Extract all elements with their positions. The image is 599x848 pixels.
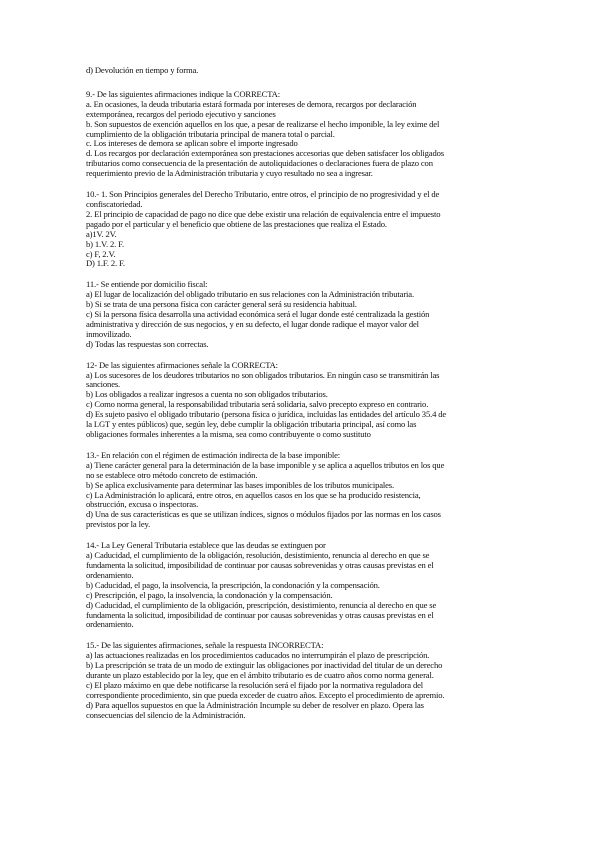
text-line: pagado por el particular y el beneficio que obtiene de las prestaciones que realiza el Estado. bbox=[86, 218, 387, 229]
question-heading: 15.- De las siguientes afirmaciones, señale la respuesta INCORRECTA: bbox=[86, 640, 324, 651]
text-line: d) Una de sus características es que se utilizan índices, signos o módulos fijados por las normas en los casos bbox=[86, 509, 441, 520]
text-line: a) Caducidad, el cumplimiento de la obligación, resolución, desistimiento, renuncia al derecho en que se bbox=[86, 550, 430, 561]
text-line: b) La prescripción se trata de un modo de extinguir las obligaciones por inactividad del titular de un derecho bbox=[86, 660, 443, 671]
text-line: d) Caducidad, el cumplimiento de la obligación, prescripción, desistimiento, renuncia al derecho en que se bbox=[86, 599, 437, 610]
question-block bbox=[86, 641, 516, 720]
text-line: b) Los obligados a realizar ingresos a cuenta no son obligados tributarios. bbox=[86, 389, 328, 400]
text-line: a) las actuaciones realizadas en los procedimientos caducados no interrumpirán el plazo de prescripción. bbox=[86, 650, 430, 661]
text-line: previstos por la ley. bbox=[86, 519, 151, 530]
text-line: la LGT y entes públicos) que, según ley, debe cumplir la obligación tributaria principal, así como las bbox=[86, 419, 417, 430]
text-line: c) La Administración lo aplicará, entre otros, en aquellos casos en los que se ha producido resistencia, bbox=[86, 489, 421, 500]
text-line: c) F, 2.V. bbox=[86, 248, 116, 259]
text-line: a) El lugar de localización del obligado tributario en sus relaciones con la Administración tributaria. bbox=[86, 289, 414, 300]
text-line: cumplimiento de la obligación tributaria principal de manera total o parcial. bbox=[86, 128, 335, 139]
question-heading: 11.- Se entiende por domicilio fiscal: bbox=[86, 279, 208, 290]
question-block bbox=[86, 280, 516, 349]
question-block bbox=[86, 451, 516, 530]
text-line: consecuencias del silencio de la Administración. bbox=[86, 709, 246, 720]
document-page bbox=[86, 66, 516, 721]
text-line: a) Los sucesores de los deudores tributarios no son obligados tributarios. En ningún caso se transmitirán las bbox=[86, 369, 440, 380]
text-line: administrativa y dirección de sus negocios, y en su defecto, el lugar donde radique el mayor valor del bbox=[86, 318, 419, 329]
text-line: sanciones. bbox=[86, 379, 121, 390]
text-line: D) 1.F. 2. F. bbox=[86, 258, 125, 269]
text-line: fundamenta la solicitud, imposibilidad de continuar por causas sobrevenidas y otras causas previstas en el bbox=[86, 559, 434, 570]
question-block bbox=[86, 541, 516, 630]
text-line: d) Para aquellos supuestos en que la Administración Incumple su deber de resolver en plazo. Opera las bbox=[86, 699, 424, 710]
text-line: b) 1.V. 2. F. bbox=[86, 238, 125, 249]
text-line: a)1V. 2V. bbox=[86, 228, 117, 239]
text-line: extemporánea, recargos del periodo ejecutivo y sanciones bbox=[86, 108, 276, 119]
question-heading: 13.- En relación con el régimen de estimación indirecta de la base imponible: bbox=[86, 449, 341, 460]
text-line: d) Es sujeto pasivo el obligado tributario (persona física o jurídica, incluidas las entidades del artículo 35.4 de bbox=[86, 409, 447, 420]
text-line: requerimiento previo de la Administración tributaria y cuyo resultado no sea a ingresar. bbox=[86, 168, 373, 179]
text-line: c) Prescripción, el pago, la insolvencia, la condonación y la compensación. bbox=[86, 589, 333, 600]
text-line: c) Como norma general, la responsabilidad tributaria será solidaria, salvo precepto expreso en contrario. bbox=[86, 399, 429, 410]
text-line: c. Los intereses de demora se aplican sobre el importe ingresado bbox=[86, 138, 298, 149]
text-line: 2. El principio de capacidad de pago no dice que debe existir una relación de equivalencia entre el impuesto bbox=[86, 208, 441, 219]
text-line: inmovilizado. bbox=[86, 328, 132, 339]
text-line: c) Si la persona física desarrolla una actividad económica será el lugar donde esté centralizada la gestión bbox=[86, 309, 430, 320]
question-heading: 10.- 1. Son Principios generales del Derecho Tributario, entre otros, el principio de no progresividad y el de bbox=[86, 189, 440, 200]
text-line: d. Los recargos por declaración extemporánea son prestaciones accesorias que deben satisfacer los obligados bbox=[86, 148, 444, 159]
text-line: b) Se aplica exclusivamente para determinar las bases imponibles de los tributos municipales. bbox=[86, 479, 394, 490]
text-line: ordenamiento. bbox=[86, 619, 134, 630]
text-line: no se establece otro método concreto de estimación. bbox=[86, 469, 258, 480]
question-heading: 9.- De las siguientes afirmaciones indique la CORRECTA: bbox=[86, 88, 280, 99]
question-heading: 14.- La Ley General Tributaria establece que las deudas se extinguen por bbox=[86, 540, 326, 551]
text-line: confiscatoriedad. bbox=[86, 198, 143, 209]
text-line: obstrucción, excusa o inspectoras. bbox=[86, 499, 199, 510]
text-line: c) El plazo máximo en que debe notificarse la resolución será el fijado por la normativa reguladora del bbox=[86, 679, 423, 690]
text-line: tributarios como consecuencia de la presentación de autoliquidaciones o declaraciones fuera de plazo con bbox=[86, 158, 433, 169]
text-line: obligaciones formales inherentes a la misma, sea como contribuyente o como sustituto bbox=[86, 429, 371, 439]
text-line: durante un plazo establecido por la ley, que en el ámbito tributario es de cuatro años como norma general. bbox=[86, 670, 434, 681]
text-line: a. En ocasiones, la deuda tributaria estará formada por intereses de demora, recargos por declaración bbox=[86, 98, 417, 109]
text-line: d) Devolución en tiempo y forma. bbox=[86, 65, 199, 75]
question-block bbox=[86, 90, 516, 179]
text-line: ordenamiento. bbox=[86, 569, 134, 580]
text-line: fundamenta la solicitud, imposibilidad de continuar por causas sobrevenidas y otras causas previstas en el bbox=[86, 609, 434, 620]
text-line: b. Son supuestos de exención aquellos en los que, a pesar de realizarse el hecho imponible, la ley exime del bbox=[86, 118, 440, 129]
question-heading: 12- De las siguientes afirmaciones señale la CORRECTA: bbox=[86, 359, 278, 370]
question-block bbox=[86, 66, 516, 76]
text-line: b) Caducidad, el pago, la insolvencia, la prescripción, la condonación y la compensación. bbox=[86, 579, 380, 590]
text-line: a) Tiene carácter general para la determinación de la base imponible y se aplica a aquellos tributos en los que bbox=[86, 459, 445, 470]
text-line: b) Si se trata de una persona física con carácter general será su residencia habitual. bbox=[86, 299, 357, 310]
text-line: correspondiente procedimiento, sin que pueda exceder de cuatro años. Excepto el procedimiento de apremio. bbox=[86, 689, 445, 700]
question-block bbox=[86, 190, 516, 269]
text-line: d) Todas las respuestas son correctas. bbox=[86, 338, 209, 349]
question-block bbox=[86, 361, 516, 440]
